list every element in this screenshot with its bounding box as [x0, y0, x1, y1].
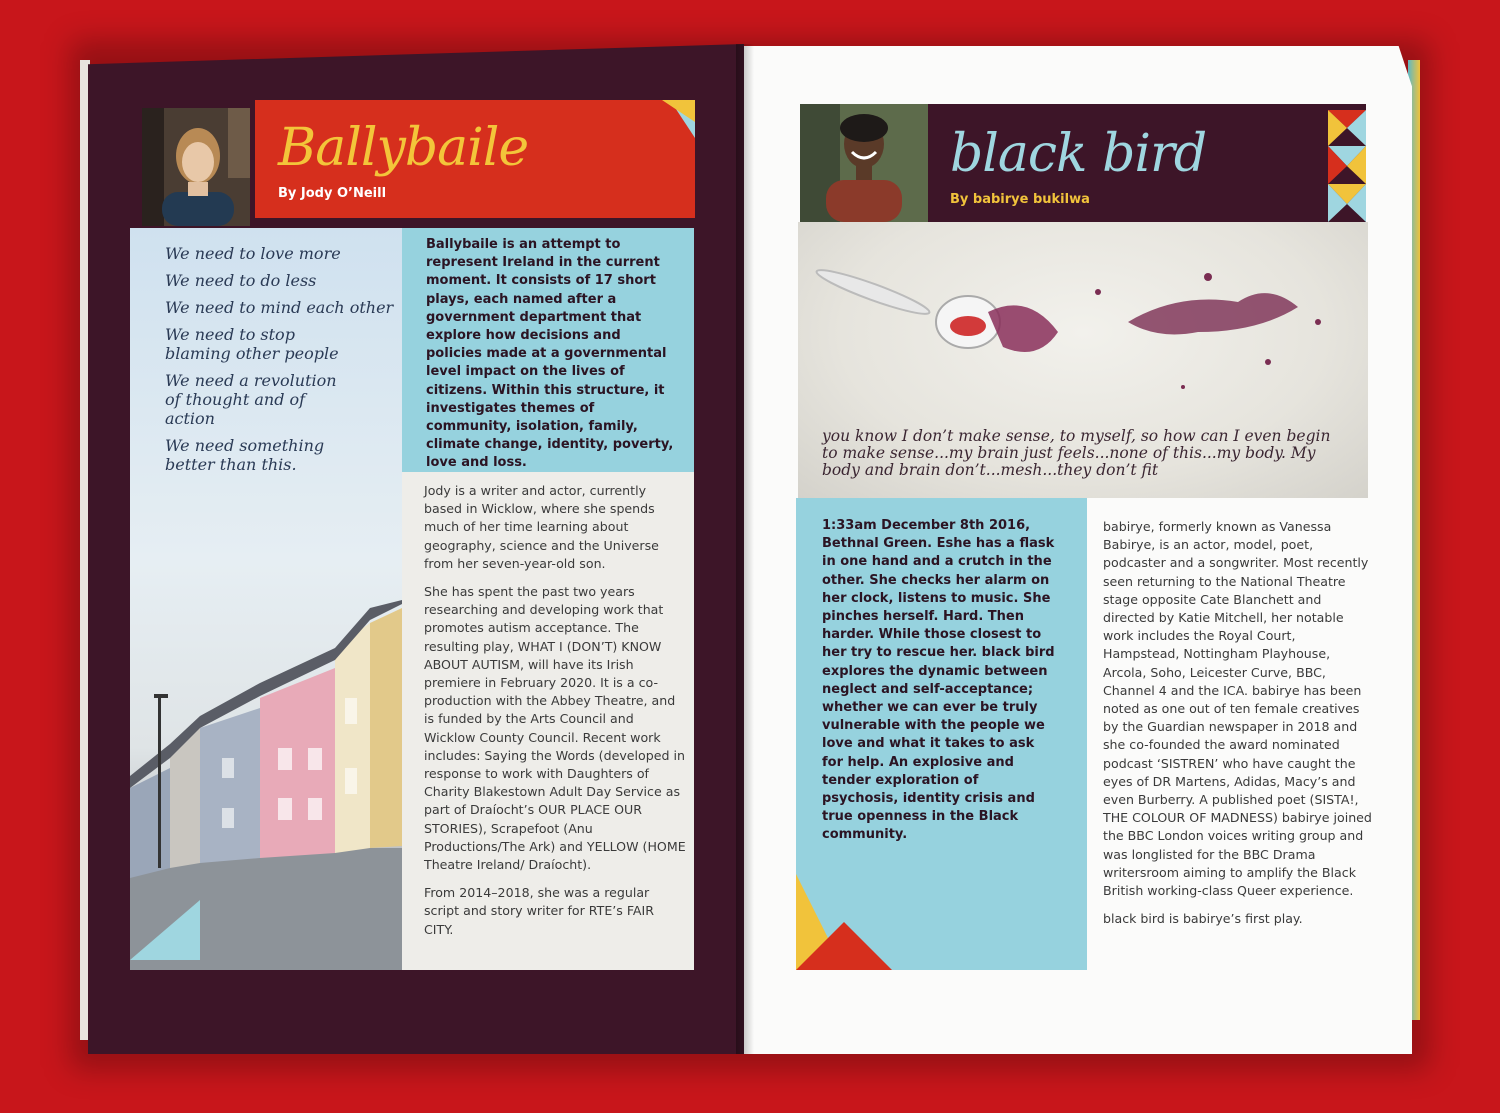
babirye-bio: [1103, 518, 1373, 938]
babirye-bukilwa-portrait: [800, 104, 928, 222]
poem-line: We need to love more: [165, 244, 341, 263]
triangle-decoration: [662, 100, 695, 122]
bio-paragraph: From 2014–2018, she was a regular script and story writer for RTE’s FAIR CITY.: [424, 885, 655, 937]
ballybaile-blurb: Ballybaile is an attempt to represent Ireland in the current moment. It consists of 17 short plays, each named after a government department that explore how decisions and policies made at a governmental level impact on the lives of citizens. Within this structure, it investigates themes of community, isolation, family, climate change, identity, poverty, love and loss.: [426, 237, 674, 471]
black-bird-blurb: 1:33am December 8th 2016, Bethnal Green. Eshe has a flask in one hand and a crutch in the other. She checks her alarm on her clock, listens to music. She pinches herself. Hard. Then harder. While those closest to her try to rescue her. black bird explores the dynamic between neglect and self-acceptance; whether we can ever be truly vulnerable with the people we love and what it takes to ask for help. An explosive and tender exploration of psychosis, identity crisis and true openness in the Black community.: [822, 518, 1055, 843]
black-bird-quote: you know I don’t make sense, to myself, so how can I even begin to make sense...my brain just feels...none of this...my body. My body and brain don’t...mesh...they don’t fit: [822, 427, 1331, 479]
jody-bio: [424, 482, 686, 949]
booklet-spine: [736, 44, 754, 1054]
poem-line: We need something better than this.: [165, 436, 325, 474]
triangle-pattern-decoration: [1328, 110, 1366, 222]
poem-line: We need to stop blaming other people: [165, 325, 339, 363]
bio-paragraph: black bird is babirye’s first play.: [1103, 911, 1303, 927]
poem: [165, 244, 393, 482]
ballybaile-byline: By Jody O’Neill: [278, 186, 387, 201]
triangle-decoration: [130, 900, 200, 960]
bio-paragraph: She has spent the past two years researching and developing work that promotes autism acceptance. The resulting play, WHAT I (DON’T) KNOW ABOUT AUTISM, will have its Irish premiere in February 2020. It is a co-production with the Abbey Theatre, and is funded by the Arts Council and Wicklow County Council. Recent work includes: Saying the Words (developed in response to work with Daughters of Charity Blakestown Adult Day Service as part of Draíocht’s OUR PLACE OUR STORIES), Scrapefoot (Anu Productions/The Ark) and YELLOW (HOME Theatre Ireland/ Draíocht).: [424, 584, 686, 873]
black-bird-title: black bird: [950, 124, 1207, 184]
black-bird-byline: By babirye bukilwa: [950, 192, 1090, 207]
bio-paragraph: babirye, formerly known as Vanessa Babirye, is an actor, model, poet, podcaster and a songwriter. Most recently seen returning to the National Theatre stage opposite Cate Blanchett and directed by Katie Mitchell, her notable work includes the Royal Court, Hampstead, Nottingham Playhouse, Arcola, Soho, Leicester Curve, BBC, Channel 4 and the ICA. babirye has been noted as one out of ten female creatives by the Guardian newspaper in 2018 and she co-founded the award nominated podcast ‘SISTREN’ who have caught the eyes of DR Martens, Adidas, Macy’s and even Burberry. A published poet (SISTA!, THE COLOUR OF MADNESS) babirye joined the BBC London voices writing group and was longlisted for the BBC Drama writersroom aiming to amplify the Black British working-class Queer experience.: [1103, 519, 1372, 899]
poem-line: We need to mind each other: [165, 298, 394, 317]
ballybaile-title: Ballybaile: [278, 118, 529, 178]
poem-line: We need to do less: [165, 271, 317, 290]
bio-paragraph: Jody is a writer and actor, currently based in Wicklow, where she spends much of her time learning about geography, science and the Universe from her seven-year-old son.: [424, 483, 659, 571]
jody-oneill-portrait: [142, 108, 250, 226]
poem-line: We need a revolution of thought and of action: [165, 371, 337, 428]
